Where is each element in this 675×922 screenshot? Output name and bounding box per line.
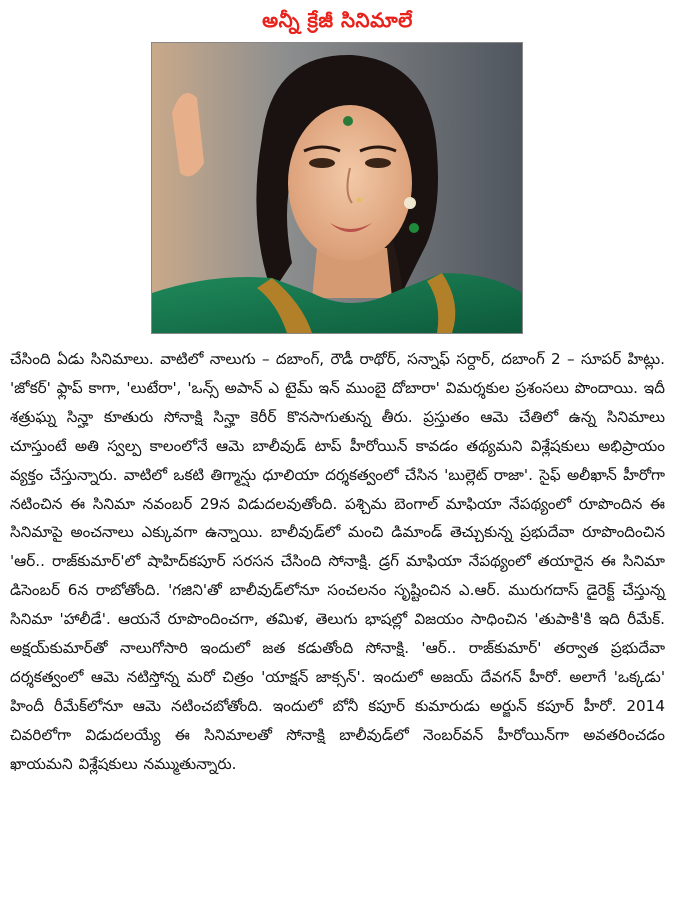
portrait-image (152, 43, 522, 333)
article-headline: అన్నీ క్రేజీ సినిమాలే (262, 8, 413, 32)
article-body: చేసింది ఏడు సినిమాలు. వాటిలో నాలుగు – దబాంగ్, రౌడీ రాథోర్, సన్నాఫ్ సర్దార్, దబాంగ్ 2 – సూపర్ హిట్లు. 'జోకర్' ఫ్లాప్ కాగా, 'లుటేరా', 'ఒన్స్ అపాన్ ఎ టైమ్ ఇన్ ముంబై దోబారా' విమర్శకుల ప్రశంసలు పొందాయి. ఇదీ శత్రుఘ్న సిన్హా కూతురు సోనాక్షి సిన్హా కెరీర్ కొనసాగుతున్న తీరు. ప్రస్తుతం ఆమె చేతిలో ఉన్న సినిమాలు చూస్తుంటే అతి స్వల్ప కాలంలోనే ఆమె బాలీవుడ్ టాప్ హీరోయిన్ కావడం తథ్యమని విశ్లేషకులు అభిప్రాయం వ్యక్తం చేస్తున్నారు. వాటిలో ఒకటి తిగ్మాన్షు ధూలియా దర్శకత్వంలో చేసిన 'బుల్లెట్ రాజా'. సైఫ్ అలీఖాన్ హీరోగా నటించిన ఈ సినిమా నవంబర్ 29న విడుదలవుతోంది. పశ్చిమ బెంగాల్ మాఫియా నేపథ్యంలో రూపొందిన ఈ సినిమాపై అంచనాలు ఎక్కువగా ఉన్నాయి. బాలీవుడ్‌లో మంచి డిమాండ్ తెచ్చుకున్న ప్రభుదేవా రూపొందించిన 'ఆర్.. రాజ్‌కుమార్'లో షాహిద్‌కపూర్ సరసన చేసింది సోనాక్షి. డ్రగ్ మాఫియా నేపథ్యంలో తయారైన ఈ సినిమా డిసెంబర్ 6న రాబోతోంది. 'గజిని'తో బాలీవుడ్‌లోనూ సంచలనం సృష్టించిన ఎ.ఆర్. మురుగదాస్ డైరెక్ట్ చేస్తున్న సినిమా 'హాలీడే'. ఆయనే రూపొందించగా, తమిళ, తెలుగు భాషల్లో విజయం సాధించిన 'తుపాకి'కి ఇది రీమేక్. అక్షయ్‌కుమార్‌తో నాలుగోసారి ఇందులో జత కడుతోంది సోనాక్షి. 'ఆర్.. రాజ్‌కుమార్' తర్వాత ప్రభుదేవా దర్శకత్వంలో ఆమె నటిస్తోన్న మరో చిత్రం 'యాక్షన్ జాక్సన్'. ఇందులో అజయ్ దేవగన్ హీరో. అలాగే 'ఒక్కడు' హిందీ రీమేక్‌లోనూ ఆమె నటించబోతోంది. ఇందులో బోనీ కపూర్ కుమారుడు అర్జున్ కపూర్ హీరో. 2014 చివరిలోగా విడుదలయ్యే ఈ సినిమాలతో సోనాక్షి బాలీవుడ్‌లో నెంబర్‌వన్ హీరోయిన్‌గా అవతరించడం ఖాయమని విశ్లేషకులు నమ్ముతున్నారు. (10, 350, 665, 773)
article-photo (151, 42, 523, 334)
